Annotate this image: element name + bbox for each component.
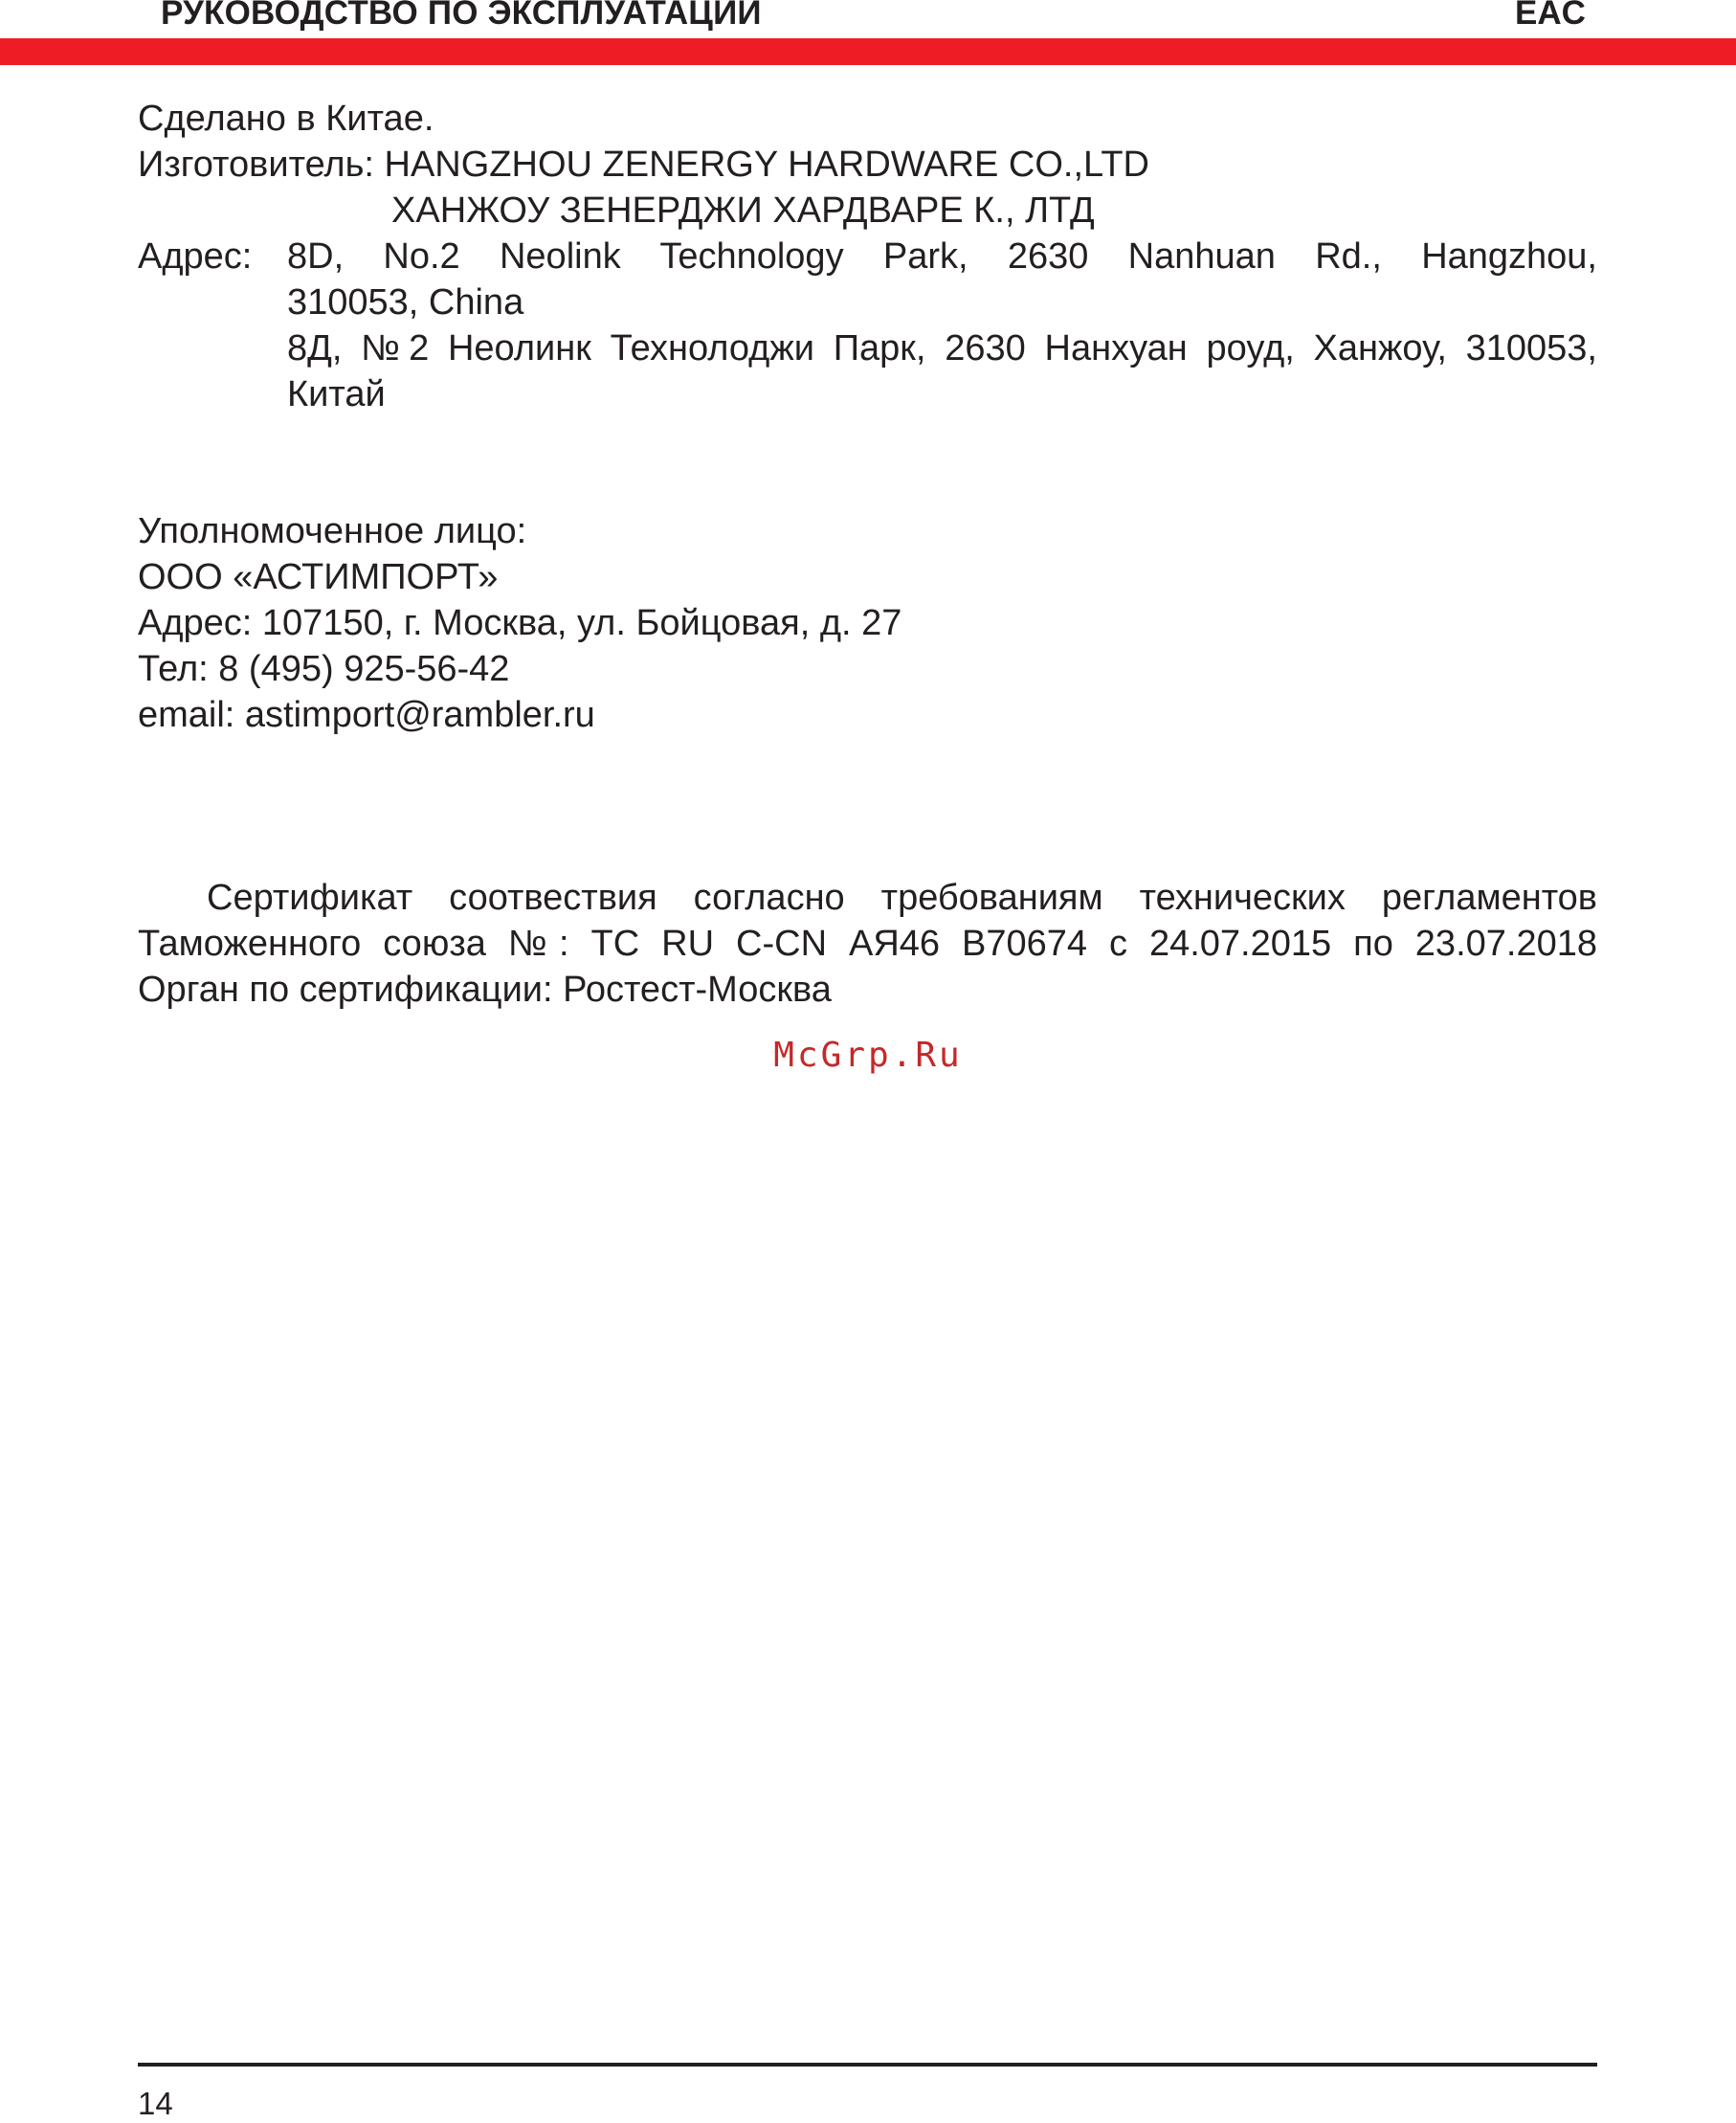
certificate-line-3: Орган по сертификации: Ростест-Москва [138,970,832,1010]
certificate-line-2: Таможенного союза №: TC RU C-CN АЯ46 B70674 с 24.07.2015 по 23.07.2018 [138,924,1597,964]
authorized-email: email: astimport@rambler.ru [138,695,595,735]
certificate-block [138,875,1597,1013]
manufacturer-address [138,234,1597,417]
authorized-address: Адрес: 107150, г. Москва, ул. Бойцовая, д. 27 [138,603,902,643]
manufacturer-ru-line: ХАНЖОУ ЗЕНЕРДЖИ ХАРДВАРЕ К., ЛТД [391,190,1095,231]
address-en-line-2: 310053, China [287,282,524,323]
made-in-line: Сделано в Китае. [138,99,434,139]
watermark: McGrp.Ru [773,1036,963,1075]
manufacturer-line: Изготовитель: HANGZHOU ZENERGY HARDWARE CO.,LTD [138,145,1149,185]
address-label: Адрес: [138,236,253,277]
authorized-block [138,508,1597,738]
address-en-line-1: 8D, No.2 Neolink Technology Park, 2630 Nanhuan Rd., Hangzhou, [287,236,1597,277]
page-number: 14 [138,2086,173,2121]
authorized-company: ООО «АСТИМПОРТ» [138,557,499,597]
eac-mark: EAC [1515,0,1586,32]
authorized-phone: Тел: 8 (495) 925-56-42 [138,649,510,689]
header-red-bar [0,38,1736,65]
footer-rule [138,2063,1597,2067]
certificate-line-1: Сертификат соотвествия согласно требованиям технических регламентов [207,878,1597,918]
address-ru-line-1: 8Д, №2 Неолинк Технолоджи Парк, 2630 Нанхуан роуд, Ханжоу, 310053, [287,328,1597,369]
manual-title: РУКОВОДСТВО ПО ЭКСПЛУАТАЦИИ [161,0,762,32]
address-ru-line-2: Китай [287,374,386,414]
manufacturer-block [138,96,1597,417]
address-body [287,234,1597,417]
authorized-label: Уполномоченное лицо: [138,511,527,551]
